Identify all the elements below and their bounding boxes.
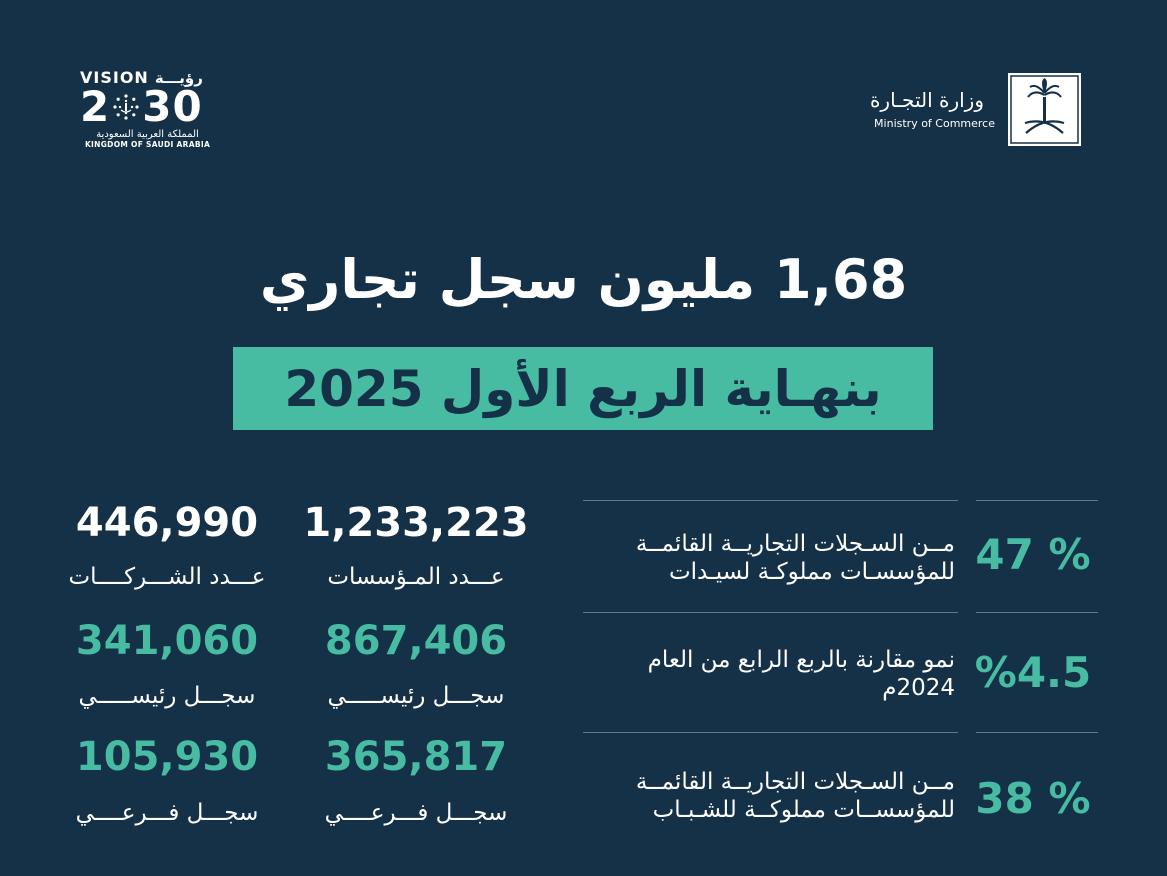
vision-year-left: 2: [80, 82, 111, 131]
stat-growth-description: [575, 646, 955, 702]
subheadline: بنهـاية الربع الأول 2025: [284, 359, 882, 418]
institutions-branch-label: سجـــل فـــرعــــي: [324, 800, 508, 826]
companies-branch-label: سجـــل فـــرعــــي: [75, 800, 259, 826]
ministry-name-ar: وزارة التجـارة: [869, 88, 984, 112]
stat-youth-value: 38 %: [975, 774, 1091, 823]
companies-main: 341,060: [75, 618, 259, 664]
stat-youth-line2: للمؤسســات مملوكــة للشـبـاب: [652, 797, 955, 823]
companies-total-label: عـــدد الشـــركــــات: [68, 564, 266, 590]
divider: [583, 612, 1098, 613]
divider: [583, 732, 1098, 733]
divider-gap: [958, 499, 976, 502]
stat-women-line1: مــن السـجلات التجاريــة القائمــة: [635, 531, 955, 557]
institutions-main-label: سجـــل رئيســـــي: [327, 683, 505, 709]
vision-title-ar: رؤيـــة: [154, 68, 203, 87]
stat-growth-line1: نمو مقارنة بالربع الرابع من العام: [647, 647, 955, 673]
ministry-name-en: Ministry of Commerce: [874, 117, 995, 130]
vision-country-en: KINGDOM OF SAUDI ARABIA: [84, 140, 211, 149]
stat-women-description: [575, 530, 955, 586]
headline: 1,68 مليون سجل تجاري: [259, 248, 908, 311]
companies-total: 446,990: [75, 500, 259, 546]
companies-branch: 105,930: [75, 734, 259, 780]
saudi-palm-swords-icon: [1008, 73, 1081, 146]
companies-main-label: سجـــل رئيســـــي: [78, 683, 256, 709]
divider: [583, 500, 1098, 501]
vision-year: [80, 82, 215, 131]
institutions-total: 1,233,223: [303, 500, 529, 546]
stat-youth-description: [575, 768, 955, 824]
vision-2030-logo: [80, 68, 215, 158]
vision-country-ar: المملكة العربية السعودية: [96, 129, 199, 140]
stat-growth-line2: 2024م: [882, 675, 955, 701]
vision-emblem-icon: [111, 92, 141, 122]
subheadline-band: [233, 347, 933, 430]
vision-title-en: VISION: [80, 68, 149, 87]
divider-gap: [958, 611, 976, 614]
vision-year-right: 30: [142, 82, 203, 131]
institutions-branch: 365,817: [324, 734, 508, 780]
stat-women-line2: للمؤسسـات مملوكـة لسيـدات: [668, 559, 955, 585]
stat-growth-value: %4.5: [974, 648, 1092, 697]
divider-gap: [958, 731, 976, 734]
institutions-total-label: عـــدد المـؤسسات: [327, 564, 505, 590]
institutions-main: 867,406: [324, 618, 508, 664]
stat-women-value: 47 %: [975, 530, 1091, 579]
stat-youth-line1: مــن السـجلات التجاريــة القائمــة: [635, 769, 955, 795]
